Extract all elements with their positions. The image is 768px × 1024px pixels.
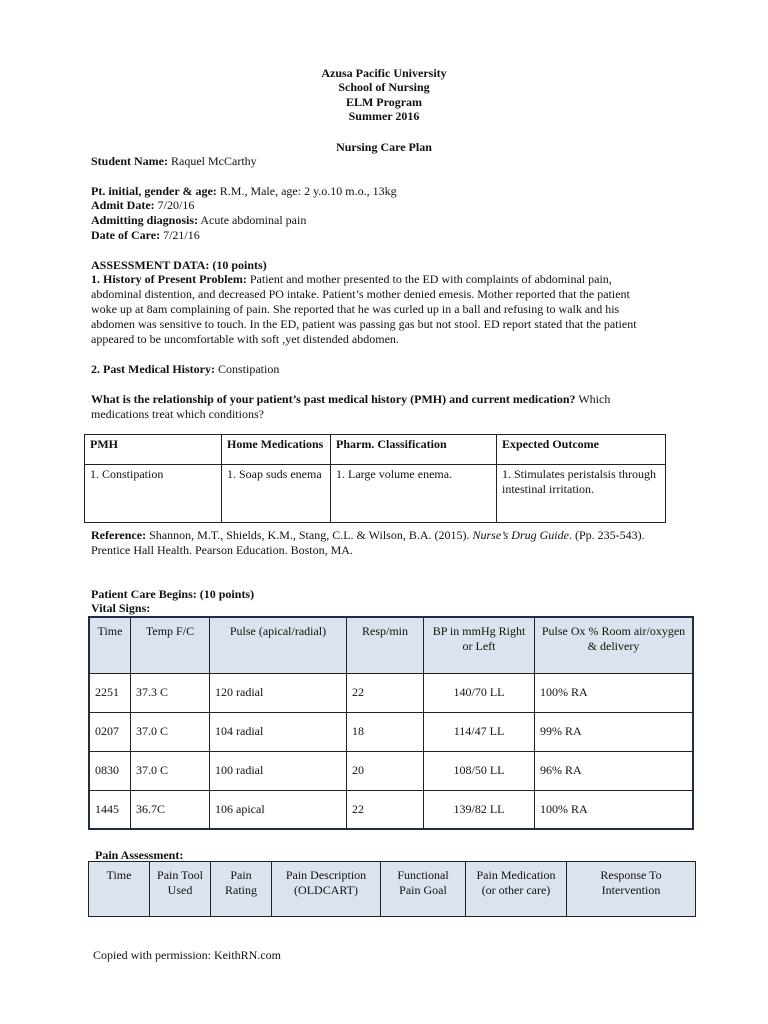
school-name: School of Nursing: [338, 80, 430, 94]
pain-header-medication: Pain Medication (or other care): [466, 862, 567, 917]
pain-header-tool: Pain Tool Used: [150, 862, 211, 917]
vitals-header-pulse: Pulse (apical/radial): [210, 617, 347, 673]
pain-header-rating: Pain Rating: [211, 862, 272, 917]
pmh-header-pmh: PMH: [85, 435, 222, 465]
pmh-value: Constipation: [214, 362, 280, 376]
vitals-cell-temp: 37.0 C: [131, 751, 210, 790]
student-name-line: [91, 154, 671, 169]
pmh-cell-condition: 1. Constipation: [85, 465, 222, 523]
patient-info-line: [91, 184, 671, 199]
table-row: [85, 465, 666, 523]
vitals-cell-pulse: 120 radial: [210, 673, 347, 712]
pain-assessment-label-text: Pain Assessment:: [95, 848, 184, 862]
date-of-care-line: [91, 228, 671, 243]
vitals-cell-bp: 139/82 LL: [424, 790, 535, 829]
vitals-cell-pulse-ox: 99% RA: [535, 712, 694, 751]
pmh-cell-outcome: 1. Stimulates peristalsis through intestinal irritation.: [497, 465, 666, 523]
pain-assessment-table: [88, 861, 696, 917]
past-medical-history-line: [91, 362, 671, 377]
vital-signs-label: [91, 601, 671, 616]
vital-signs-table: [88, 616, 694, 830]
admit-date-line: [91, 198, 671, 213]
vitals-cell-bp: 108/50 LL: [424, 751, 535, 790]
vitals-cell-time: 1445: [89, 790, 131, 829]
vitals-cell-pulse-ox: 96% RA: [535, 751, 694, 790]
admitting-diagnosis-label: Admitting diagnosis:: [91, 213, 199, 227]
pmh-cell-medication: 1. Soap suds enema: [222, 465, 331, 523]
pmh-header-expected-outcome: Expected Outcome: [497, 435, 666, 465]
admit-date-label: Admit Date:: [91, 198, 155, 212]
vitals-cell-pulse: 100 radial: [210, 751, 347, 790]
hpp-line-4: abdomen was sensitive to touch. In the ED, patient was passing gas but not stool. ED report stated that the patient: [91, 317, 637, 331]
assessment-heading-text: ASSESSMENT DATA: (10 points): [91, 258, 267, 272]
vitals-cell-bp: 140/70 LL: [424, 673, 535, 712]
reference-italic-title: Nurse’s Drug Guide: [472, 528, 569, 542]
hpp-line-5: appeared to be uncomfortable with soft ,yet distended abdomen.: [91, 332, 399, 346]
table-row: [89, 712, 693, 751]
admitting-diagnosis-line: [91, 213, 671, 228]
hpp-line-1: Patient and mother presented to the ED with complaints of abdominal pain,: [246, 272, 612, 286]
vital-signs-label-text: Vital Signs:: [91, 601, 151, 615]
vitals-cell-pulse-ox: 100% RA: [535, 790, 694, 829]
pmh-question: [91, 392, 671, 422]
admitting-diagnosis-value: Acute abdominal pain: [198, 213, 307, 227]
vitals-cell-resp: 22: [347, 790, 424, 829]
copyright-footer: Copied with permission: KeithRN.com: [93, 948, 281, 962]
university-name: Azusa Pacific University: [321, 66, 447, 80]
date-of-care-label: Date of Care:: [91, 228, 161, 242]
pmh-header-home-medications: Home Medications: [222, 435, 331, 465]
vitals-cell-time: 0207: [89, 712, 131, 751]
student-name-value: Raquel McCarthy: [168, 154, 257, 168]
vitals-cell-resp: 20: [347, 751, 424, 790]
vitals-header-row: [89, 617, 693, 673]
hpp-label: 1. History of Present Problem:: [91, 272, 247, 286]
pmh-question-bold: What is the relationship of your patient’s past medical history (PMH) and current medication?: [91, 392, 576, 406]
patient-info-value: R.M., Male, age: 2 y.o.10 m.o., 13kg: [216, 184, 397, 198]
vitals-cell-resp: 22: [347, 673, 424, 712]
pmh-question-line-2: medications treat which conditions?: [91, 407, 264, 421]
admit-date-value: 7/20/16: [154, 198, 195, 212]
document-title: Nursing Care Plan: [336, 140, 432, 154]
term-name: Summer 2016: [348, 109, 420, 123]
vitals-cell-resp: 18: [347, 712, 424, 751]
history-present-problem: [91, 272, 671, 347]
reference-text-1: Shannon, M.T., Shields, K.M., Stang, C.L. & Wilson, B.A. (2015).: [146, 528, 473, 542]
vitals-cell-pulse: 106 apical: [210, 790, 347, 829]
pmh-header-pharm-classification: Pharm. Classification: [331, 435, 497, 465]
patient-care-heading-text: Patient Care Begins: (10 points): [91, 587, 255, 601]
vitals-header-pulse-ox: Pulse Ox % Room air/oxygen & delivery: [535, 617, 694, 673]
pmh-table-header-row: [85, 435, 666, 465]
pain-header-response: Response To Intervention: [567, 862, 696, 917]
table-row: [89, 751, 693, 790]
pmh-question-rest: Which: [575, 392, 611, 406]
vitals-header-resp: Resp/min: [347, 617, 424, 673]
reference-line-2: Prentice Hall Health. Pearson Education. Boston, MA.: [91, 543, 353, 557]
pmh-table: [84, 434, 666, 523]
program-name: ELM Program: [345, 95, 423, 109]
patient-info-label: Pt. initial, gender & age:: [91, 184, 217, 198]
vitals-cell-bp: 114/47 LL: [424, 712, 535, 751]
pmh-cell-classification: 1. Large volume enema.: [331, 465, 497, 523]
table-row: [89, 673, 693, 712]
vitals-cell-pulse-ox: 100% RA: [535, 673, 694, 712]
vitals-cell-time: 2251: [89, 673, 131, 712]
table-row: [89, 790, 693, 829]
vitals-header-bp: BP in mmHg Right or Left: [424, 617, 535, 673]
pain-header-row: [89, 862, 696, 917]
reference-text-2: . (Pp. 235-543).: [568, 528, 645, 542]
vitals-cell-temp: 37.3 C: [131, 673, 210, 712]
hpp-line-2: abdominal distention, and decreased PO intake. Patient’s mother denied emesis. Mother reported that the patient: [91, 287, 630, 301]
pmh-label: 2. Past Medical History:: [91, 362, 215, 376]
patient-care-heading: [91, 587, 671, 602]
hpp-line-3: woke up at 8am complaining of pain. She reported that he was curled up in a ball and refusing to walk and his: [91, 302, 620, 316]
pain-header-time: Time: [89, 862, 150, 917]
vitals-cell-pulse: 104 radial: [210, 712, 347, 751]
vitals-header-temp: Temp F/C: [131, 617, 210, 673]
vitals-cell-temp: 36.7C: [131, 790, 210, 829]
pain-header-functional-goal: Functional Pain Goal: [381, 862, 466, 917]
student-name-label: Student Name:: [91, 154, 168, 168]
reference-label: Reference:: [91, 528, 147, 542]
reference: [91, 528, 681, 558]
assessment-heading: [91, 258, 671, 273]
pain-header-description: Pain Description (OLDCART): [272, 862, 381, 917]
vitals-cell-temp: 37.0 C: [131, 712, 210, 751]
vitals-cell-time: 0830: [89, 751, 131, 790]
date-of-care-value: 7/21/16: [160, 228, 200, 242]
vitals-header-time: Time: [89, 617, 131, 673]
